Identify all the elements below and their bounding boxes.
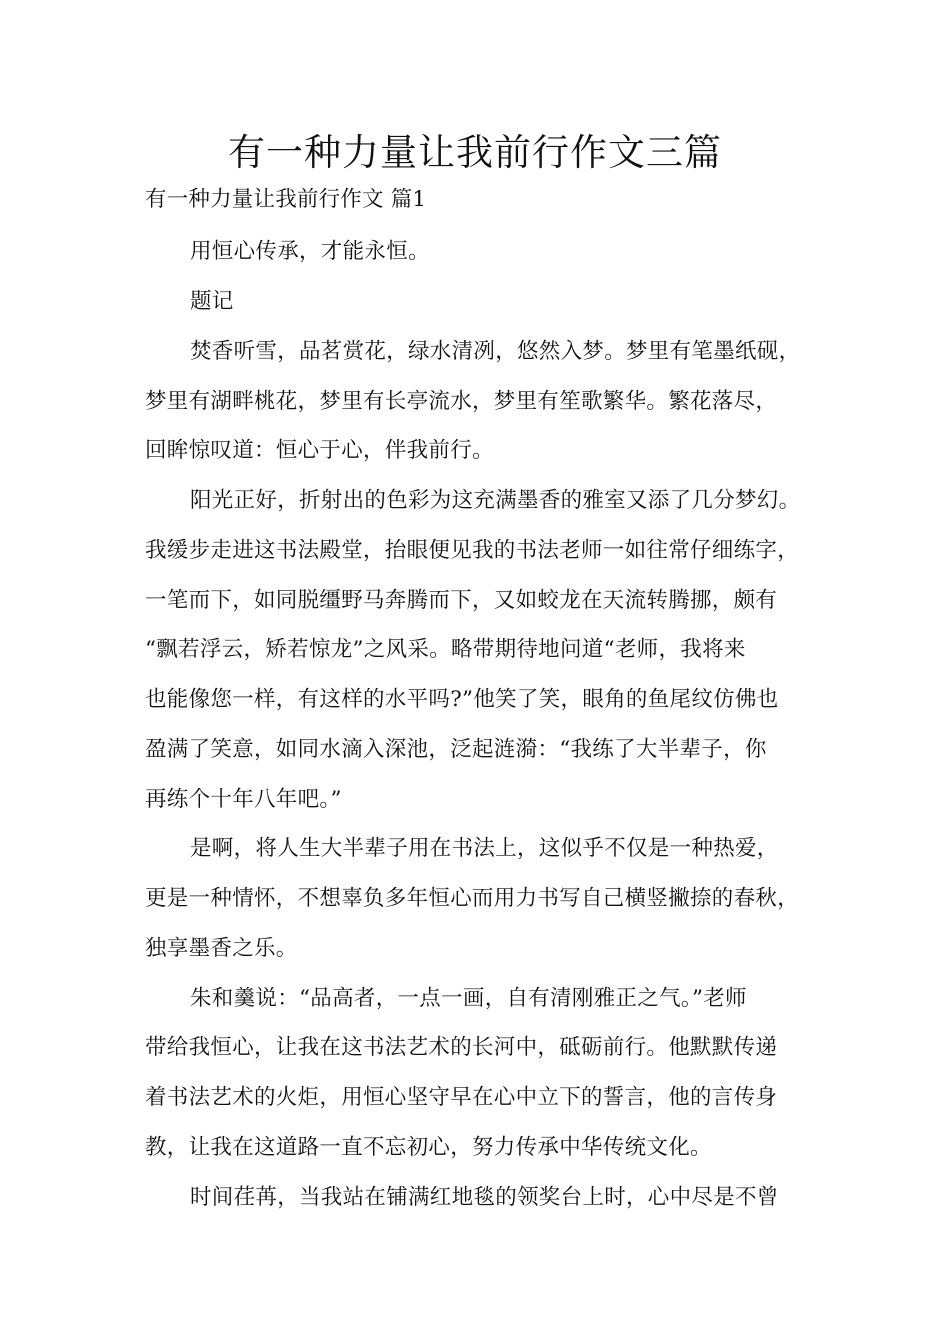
text-line: 盈满了笑意，如同水滴入深池，泛起涟漪：“我练了大半辈子，你 <box>145 737 767 762</box>
text-line: 教，让我在这道路一直不忘初心，努力传承中华传统文化。 <box>145 1135 712 1160</box>
text-line: 带给我恒心，让我在这书法艺术的长河中，砥砺前行。他默默传递 <box>145 1035 778 1060</box>
text-line: 再练个十年八年吧。” <box>145 787 342 812</box>
text-line: 一笔而下，如同脱缰野马奔腾而下，又如蛟龙在天流转腾挪，颇有 <box>145 588 778 613</box>
text-line: 也能像您一样，有这样的水平吗?”他笑了笑，眼角的鱼尾纹仿佛也 <box>145 687 779 712</box>
text-line: 用恒心传承，才能永恒。 <box>190 239 430 264</box>
text-line: 我缓步走进这书法殿堂，抬眼便见我的书法老师一如往常仔细练字， <box>145 538 800 563</box>
text-line: 回眸惊叹道：恒心于心，伴我前行。 <box>145 438 494 463</box>
text-line: 更是一种情怀，不想辜负多年恒心而用力书写自己横竖撇捺的春秋， <box>145 886 800 911</box>
text-line: 是啊，将人生大半辈子用在书法上，这似乎不仅是一种热爱， <box>190 836 779 861</box>
text-line: 焚香听雪，品茗赏花，绿水清冽，悠然入梦。梦里有笔墨纸砚， <box>190 339 801 364</box>
text-line: 阳光正好，折射出的色彩为这充满墨香的雅室又添了几分梦幻。 <box>190 488 801 513</box>
text-line: 时间荏苒，当我站在铺满红地毯的领奖台上时，心中尽是不曾 <box>190 1185 779 1210</box>
text-line: 独享墨香之乐。 <box>145 936 298 961</box>
text-line: 朱和羹说：“品高者，一点一画，自有清刚雅正之气。”老师 <box>190 986 747 1011</box>
text-line: “飘若浮云，矫若惊龙”之风采。略带期待地问道“老师，我将来 <box>145 637 746 662</box>
text-line: 着书法艺术的火炬，用恒心坚守早在心中立下的誓言，他的言传身 <box>145 1085 778 1110</box>
text-line: 梦里有湖畔桃花，梦里有长亭流水，梦里有笙歌繁华。繁花落尽， <box>145 389 778 414</box>
text-line: 题记 <box>190 289 234 314</box>
document-title: 有一种力量让我前行作文三篇 <box>228 131 722 174</box>
section-heading: 有一种力量让我前行作文 篇1 <box>145 187 427 212</box>
